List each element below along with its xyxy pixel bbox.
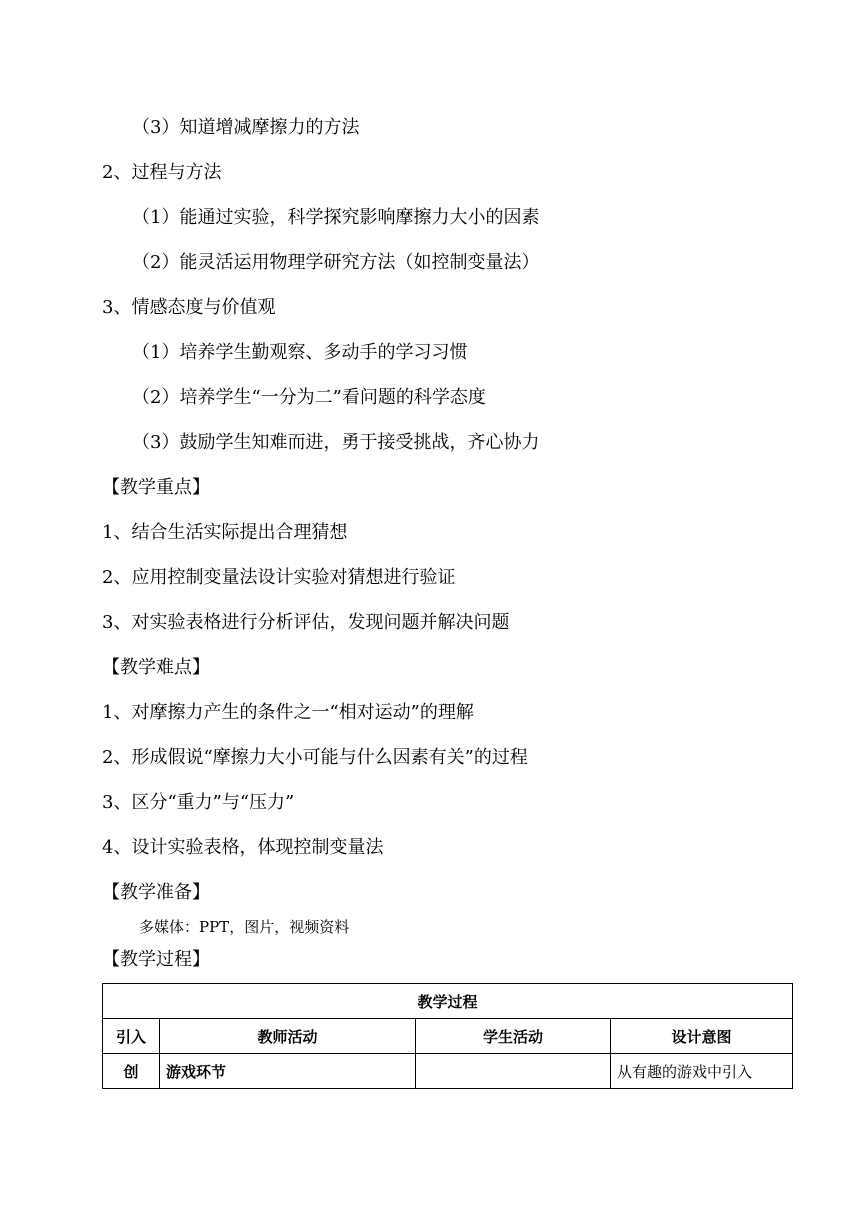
emotion-item-2: （2）培养学生“一分为二”看问题的科学态度 bbox=[132, 387, 486, 408]
header-student-activity: 学生活动 bbox=[416, 1019, 611, 1054]
key-point-2: 2、应用控制变量法设计实验对猜想进行验证 bbox=[102, 567, 456, 588]
difficult-point-2: 2、形成假说“摩擦力大小可能与什么因素有关”的过程 bbox=[102, 747, 528, 768]
header-design-intent: 设计意图 bbox=[611, 1019, 793, 1054]
process-item-2: （2）能灵活运用物理学研究方法（如控制变量法） bbox=[132, 252, 540, 273]
table-header-row bbox=[103, 1019, 793, 1054]
key-point-3: 3、对实验表格进行分析评估，发现问题并解决问题 bbox=[102, 612, 510, 633]
preparation-detail: 多媒体：PPT，图片，视频资料 bbox=[139, 918, 350, 936]
cell-teacher-activity: 游戏环节 bbox=[160, 1054, 416, 1089]
heading-process-and-method: 2、过程与方法 bbox=[102, 162, 222, 183]
emotion-item-3: （3）鼓励学生知难而进，勇于接受挑战，齐心协力 bbox=[132, 432, 540, 453]
section-key-points: 【教学重点】 bbox=[102, 477, 210, 498]
table-title: 教学过程 bbox=[103, 984, 793, 1019]
heading-emotion-values: 3、情感态度与价值观 bbox=[102, 297, 276, 318]
section-teaching-process: 【教学过程】 bbox=[102, 949, 210, 970]
cell-stage: 创 bbox=[103, 1054, 160, 1089]
process-item-1: （1）能通过实验，科学探究影响摩擦力大小的因素 bbox=[132, 207, 540, 228]
table-row bbox=[103, 1054, 793, 1089]
objective-3-3: （3）知道增减摩擦力的方法 bbox=[132, 117, 360, 138]
key-point-1: 1、结合生活实际提出合理猜想 bbox=[102, 522, 348, 543]
cell-student-activity bbox=[416, 1054, 611, 1089]
table-title-row bbox=[103, 984, 793, 1019]
header-intro: 引入 bbox=[103, 1019, 160, 1054]
teaching-process-table bbox=[102, 983, 793, 1089]
difficult-point-3: 3、区分“重力”与“压力” bbox=[102, 792, 295, 813]
cell-design-intent: 从有趣的游戏中引入 bbox=[611, 1054, 793, 1089]
emotion-item-1: （1）培养学生勤观察、多动手的学习习惯 bbox=[132, 342, 468, 363]
difficult-point-4: 4、设计实验表格，体现控制变量法 bbox=[102, 837, 384, 858]
header-teacher-activity: 教师活动 bbox=[160, 1019, 416, 1054]
section-difficult-points: 【教学难点】 bbox=[102, 657, 210, 678]
difficult-point-1: 1、对摩擦力产生的条件之一“相对运动”的理解 bbox=[102, 702, 474, 723]
section-preparation: 【教学准备】 bbox=[102, 882, 210, 903]
